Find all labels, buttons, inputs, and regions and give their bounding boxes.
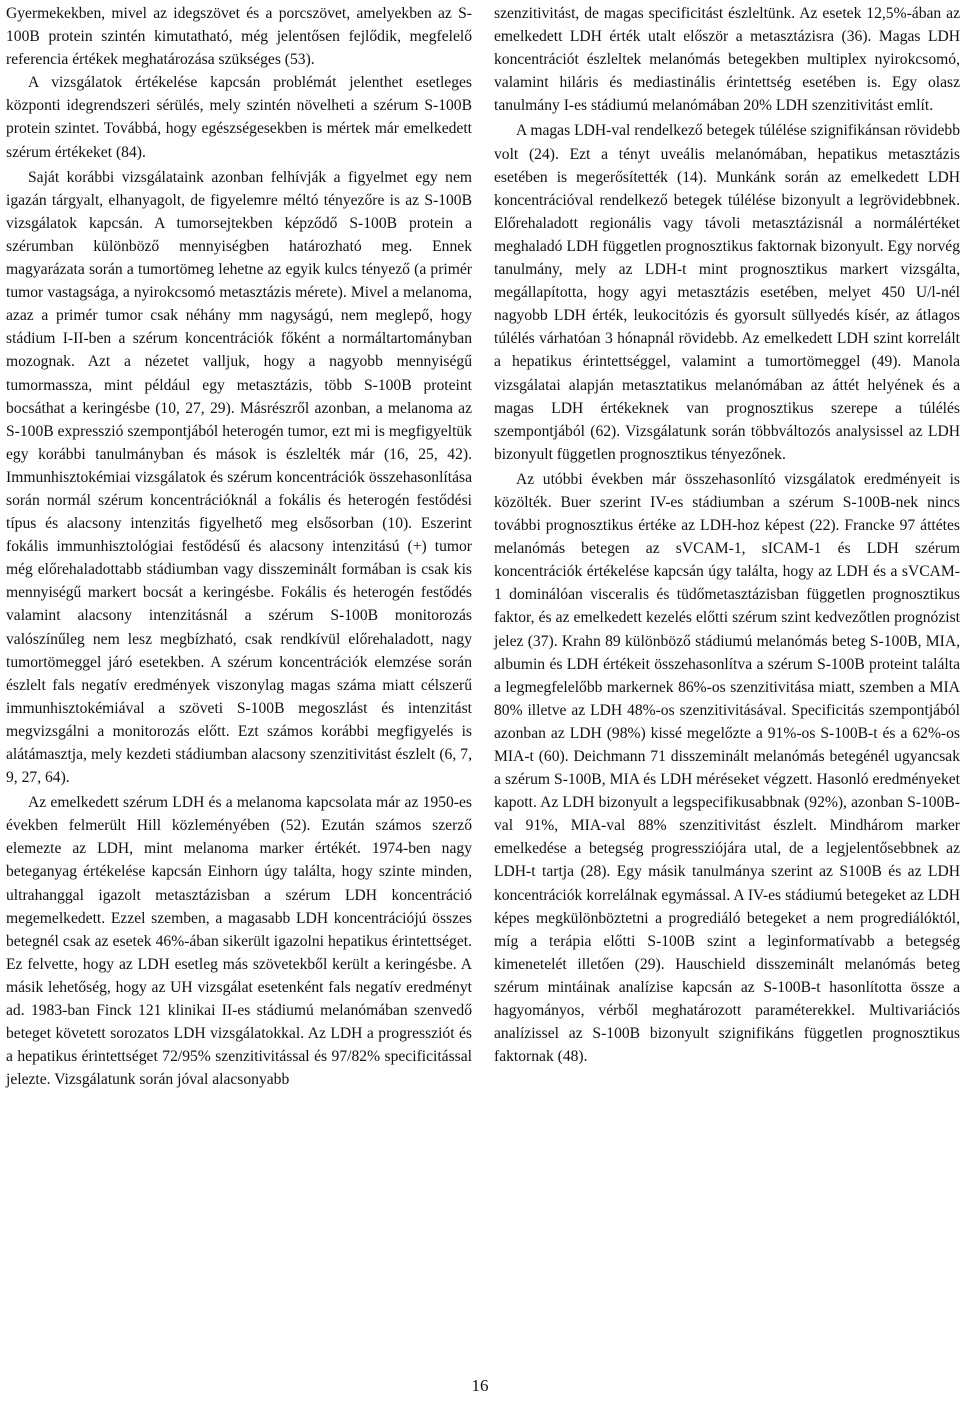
paragraph: Az emelkedett szérum LDH és a melanoma kapcsolata már az 1950-es években felmerült Hill közleményében (52). Ezután számos szerző elemezte az LDH, mint melanoma marker értékét. 1974-ben nagy beteganyag értékelése kapcsán Einhorn úgy találta, hogy szinte minden, ultrahanggal igazolt metasztázisban a szérum LDH koncentráció megemelkedett. Ezzel szemben, a magasabb LDH koncentrációjú összes betegnél csak az esetek 46%-ában sikerült igazolni hepatikus érintettséget. Ez felvette, hogy az LDH esetleg más szövetekből került a keringésbe. A másik lehetőség, hogy az UH vizsgálat esetenként fals negatív eredményt ad. 1983-ban Finck 121 klinikai II-es stádiumú melanómában szenvedő beteget követett sorozatos LDH vizsgálatokkal. Az LDH a progressziót és a hepatikus érintettséget 72/95% szenzitivitással és 97/82% specificitással jelezte. Vizsgálatunk során jóval alacsonyabb xyxy=(6,794,472,1089)
paragraph: szenzitivitást, de magas specificitást észleltünk. Az esetek 12,5%-ában az emelkedett LDH érték utalt először a metasztázisra (36). Magas LDH koncentrációt észleltek melanómás betegekben multiplex nyirokcsomó, valamint hiláris és mediastinális érintettség esetében is. Egy olasz tanulmány I-es stádiumú melanómában 20% LDH szenzitivitást említ. xyxy=(494,5,960,115)
paragraph: A vizsgálatok értékelése kapcsán problémát jelenthet esetleges központi idegrendszeri sérülés, mely szintén növelheti a szérum S-100B protein szintet. Továbbá, hogy egészségesekben is mértek már emelkedett szérum értékeket (84). xyxy=(6,74,472,161)
right-column xyxy=(494,2,960,1068)
page-number: 16 xyxy=(471,1376,489,1395)
paragraph: Saját korábbi vizsgálataink azonban felhívják a figyelmet egy nem igazán tárgyalt, elhanyagolt, de figyelemre méltó tényezőre is az S-100B vizsgálatok kapcsán. A tumorsejtekben képződő S-100B protein a szérumban különböző mennyiségben határozható meg. Ennek magyarázata során a tumortömeg lehetne az egyik kulcs tényező (a primér tumor vastagsága, a nyirokcsomó metasztázis mérete). Mivel a melanoma, azaz a primér tumor csak néhány mm nagyságú, nem meglepő, hogy stádium I-II-ben a szérum koncentrációk főként a normáltartományban mozognak. Azt a nézetet valljuk, hogy a nagyobb mennyiségű tumormassza, mint például egy metasztázis, több S-100B proteint bocsáthat a keringésbe (10, 27, 29). Másrészről azonban, a melanoma az S-100B expresszió szempontjából heterogén tumor, ezt mi is megfigyeltük egy korábbi tanulmányban és mások is észlelték már (16, 25, 42). Immunhisztokémiai vizsgálatok és szérum koncentrációk összehasonlítása során normál szérum koncentrációknál a fokális és heterogén festődési típus és alacsony intenzitás figyelhető meg elsősorban (10). Eszerint fokális immunhisztológiai festődésű és alacsony intenzitású (+) tumor még előrehaladottabb stádiumban vagy disszeminált formában is csak kis mennyiségű markert bocsát a keringésbe. Fokális és heterogén festődés valamint alacsony intenzitásnál a szérum S-100B monitorozás valószínűleg nem lesz megbízható, csak rendkívül előrehaladott, nagy tumortömeggel járó esetekben. A szérum koncentrációk elemzése során észlelt fals negatív eredmények viszonylag magas száma miatt célszerű immunhisztokémiával a szöveti S-100B megoszlást és intenzitást megvizsgálni a monitorozás előtt. Ezt számos korábbi megfigyelés is alátámasztja, mely kezdeti stádiumban alacsony szenzitivitást észlelt (6, 7, 9, 27, 64). xyxy=(6,168,472,787)
paragraph: A magas LDH-val rendelkező betegek túlélése szignifikánsan rövidebb volt (24). Ezt a tényt uveális melanómában, hepatikus metasztázis esetében is megerősítették (14). Munkánk során az emelkedett LDH koncentrációval rendelkező betegek túlélése bizonyult a legrövidebbnek. Előrehaladott regionális vagy távoli metasztázisnál a normálértéket meghaladó LDH független prognosztikus faktornak bizonyult. Egy norvég tanulmány, mely az LDH-t mint prognosztikus markert vizsgálta, megállapította, hogy agyi metasztázis esetében, melyet 450 U/l-nél nagyobb LDH érték, leukocitózis és gyorsult süllyedés kísér, az átlagos túlélés várhatóan 3 hónapnál rövidebb. Az emelkedett LDH szint korrelált a hepatikus érintettséggel, valamint a tumortömeggel (49). Manola vizsgálatai alapján metasztatikus melanómában az áttét helyének és a magas LDH értékeknek van prognosztikus szerepe a túlélés szempontjából (62). Vizsgálatunk során többváltozós analysissel az LDH bizonyult független prognosztikus tényezőnek. xyxy=(494,122,960,463)
paragraph: Az utóbbi években már összehasonlító vizsgálatok eredményeit is közölték. Buer szerint IV-es stádiumban a szérum S-100B-nek nincs további prognosztikus értéke az LDH-hoz képest (22). Francke 97 áttétes melanómás betegen az sVCAM-1, sICAM-1 és LDH szérum koncentrációk értékelése kapcsán úgy találta, hogy az LDH és a sVCAM-1 dominálóan visceralis és tüdőmetasztázisban független prognosztikus faktor, és az emelkedett kezelés előtti szérum szint kedvezőtlen prognózist jelez (37). Krahn 89 különböző stádiumú melanómás beteg S-100B, MIA, albumin és LDH értékeit összehasonlítva a szérum S-100B proteint találta a legmegfelelőbb markernek 86%-os szenzitivitása miatt, szemben a MIA 80% illetve az LDH 48%-os szenzitivitásával. Specificitás szempontjából azonban az LDH (98%) kissé megelőzte a 91%-os S-100B-t és a 62%-os MIA-t (60). Deichmann 71 disszeminált melanómás betegénél ugyancsak a szérum S-100B, MIA és LDH méréseket végzett. Hasonló eredményeket kapott. Az LDH bizonyult a legspecifikusabbnak (92%), azonban S-100B-val 91%, MIA-val 88% szenzitivitást észlelt. Mindhárom marker emelkedése a betegség progressziójára utal, de a legjelentősebbnek az LDH-t tartja (28). Egy másik tanulmánya szerint az S100B és az LDH koncentrációk korrelálnak egymással. A IV-es stádiumú betegeket az LDH képes megkülönböztetni a progrediáló betegeket a nem progrediálóktól, míg a terápia előtti S-100B szint a leginformatívabb a betegség kimenetelét illetően (29). Hauschield disszeminált melanómás beteg szérum mintáinak analízise kapcsán az S-100B-t hasonlította össze a hagyományos, vérből meghatározott paraméterekkel. Multivariációs analízissel az S-100B bizonyult szignifikáns független prognosztikus faktornak (48). xyxy=(494,470,960,1066)
left-column xyxy=(6,2,472,1091)
paragraph: Gyermekekben, mivel az idegszövet és a porcszövet, amelyekben az S-100B protein szintén kimutatható, még jelentősen fejlődik, megfelelő referencia értékek meghatározása szükséges (53). xyxy=(6,5,472,69)
